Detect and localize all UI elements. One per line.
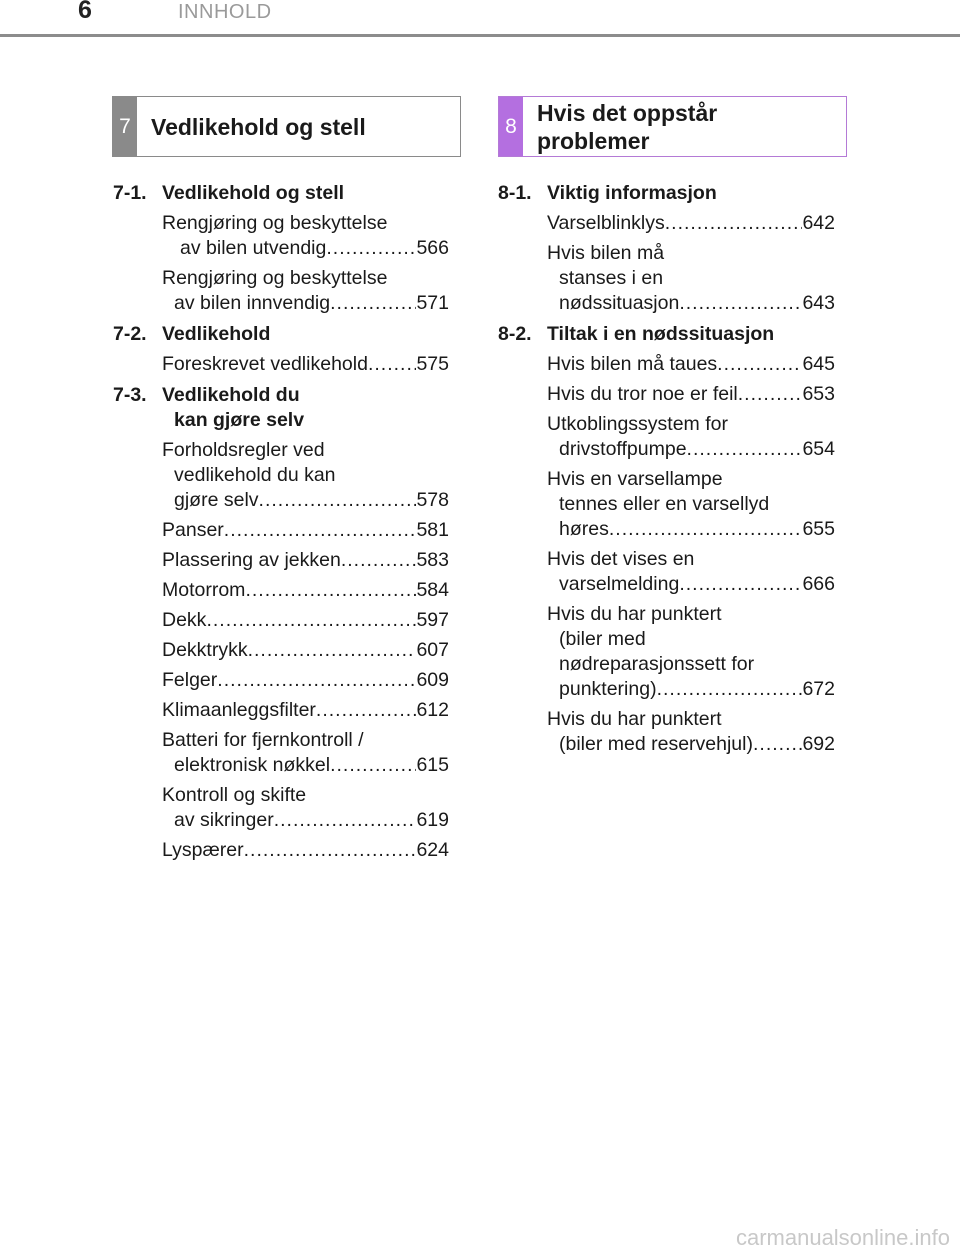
section-title: Vedlikehold og stell	[151, 113, 366, 140]
entry-text: Kontroll og skifte	[162, 784, 307, 806]
toc-entry[interactable]	[547, 547, 835, 597]
leader-dots	[368, 352, 417, 377]
toc-entry[interactable]	[547, 352, 835, 377]
toc-group-heading	[113, 383, 449, 433]
entry-text: vedlikehold du kan	[174, 464, 336, 486]
leader-dots	[717, 352, 802, 377]
entry-text: Hvis du tror noe er feil	[547, 383, 738, 405]
toc-column-right	[498, 181, 835, 757]
entry-text: Varselblinklys	[547, 212, 665, 234]
toc-entry[interactable]	[162, 783, 449, 833]
entry-page-number: 581	[416, 519, 449, 541]
leader-dots	[245, 578, 416, 603]
entry-text: (biler med reservehjul)	[559, 733, 753, 755]
group-title: Viktig informasjon	[547, 182, 717, 204]
entry-page-number: 619	[416, 809, 449, 831]
section-title-line: Hvis det oppstår	[537, 99, 718, 126]
group-title: Tiltak i en nødssituasjon	[547, 323, 775, 345]
entry-page-number: 575	[416, 353, 449, 375]
group-title-line: Vedlikehold du	[162, 384, 300, 406]
leader-dots	[316, 698, 417, 723]
entry-page-number: 642	[802, 212, 835, 234]
group-number: 7-1.	[113, 182, 147, 204]
entry-page-number: 666	[802, 573, 835, 595]
entry-text: Rengjøring og beskyttelse	[162, 267, 388, 289]
toc-entry[interactable]	[547, 467, 835, 542]
entry-text: Felger	[162, 669, 218, 691]
entry-text: tennes eller en varsellyd	[559, 493, 770, 515]
group-title: Vedlikehold og stell	[162, 182, 345, 204]
leader-dots	[330, 753, 416, 778]
entry-text: Forholdsregler ved	[162, 439, 325, 461]
entry-text: Lyspærer	[162, 839, 244, 861]
leader-dots	[224, 518, 417, 543]
toc-entry[interactable]	[162, 838, 449, 863]
entry-page-number: 645	[802, 353, 835, 375]
entry-text: gjøre selv	[174, 489, 259, 511]
toc-entry[interactable]	[162, 211, 449, 261]
toc-entry[interactable]	[162, 668, 449, 693]
toc-entry[interactable]	[547, 382, 835, 407]
toc-entry[interactable]	[547, 241, 835, 316]
toc-column-left	[113, 181, 449, 863]
section-number-tab: 8	[499, 97, 523, 156]
toc-entry[interactable]	[547, 602, 835, 702]
entry-page-number: 566	[416, 237, 449, 259]
toc-group-heading	[498, 181, 835, 206]
leader-dots	[217, 668, 416, 693]
toc-entry[interactable]	[547, 707, 835, 757]
entry-text: Motorrom	[162, 579, 246, 601]
entry-text: Batteri for fjernkontroll /	[162, 729, 364, 751]
entry-text: Rengjøring og beskyttelse	[162, 212, 388, 234]
toc-group-heading	[498, 322, 835, 347]
toc-group-heading	[113, 181, 449, 206]
leader-dots	[679, 291, 802, 316]
section-title-line: problemer	[537, 127, 650, 154]
entry-text: Hvis bilen må taues	[547, 353, 718, 375]
entry-text: av bilen innvendig	[174, 292, 331, 314]
toc-entry[interactable]	[162, 608, 449, 633]
entry-text: Hvis bilen må	[547, 242, 665, 264]
toc-entry[interactable]	[162, 728, 449, 778]
group-title: Vedlikehold	[162, 323, 271, 345]
section-title	[523, 97, 717, 156]
group-number: 8-2.	[498, 323, 532, 345]
entry-text: Foreskrevet vedlikehold	[162, 353, 368, 375]
entry-page-number: 624	[416, 839, 449, 861]
page-number: 6	[78, 0, 92, 24]
leader-dots	[665, 211, 803, 236]
entry-text: Dekktrykk	[162, 639, 248, 661]
entry-page-number: 655	[802, 518, 835, 540]
toc-entry[interactable]	[162, 352, 449, 377]
leader-dots	[326, 236, 416, 261]
entry-page-number: 597	[416, 609, 449, 631]
leader-dots	[206, 608, 416, 633]
group-title	[162, 383, 449, 433]
leader-dots	[753, 732, 802, 757]
group-number: 7-3.	[113, 384, 147, 406]
header-rule	[0, 34, 960, 37]
entry-text: Plassering av jekken	[162, 549, 341, 571]
entry-text: høres	[559, 518, 609, 540]
leader-dots	[244, 838, 417, 863]
toc-entry[interactable]	[162, 438, 449, 513]
watermark: carmanualsonline.info	[735, 1225, 950, 1250]
entry-page-number: 583	[416, 549, 449, 571]
entry-page-number: 692	[802, 733, 835, 755]
section-number-tab: 7	[113, 97, 137, 156]
entry-text: Hvis du har punktert	[547, 603, 722, 625]
page-header-title: INNHOLD	[178, 1, 272, 23]
entry-page-number: 609	[416, 669, 449, 691]
toc-entry[interactable]	[547, 211, 835, 236]
toc-entry[interactable]	[162, 266, 449, 316]
leader-dots	[248, 638, 417, 663]
entry-text: varselmelding	[559, 573, 680, 595]
group-number: 8-1.	[498, 182, 532, 204]
toc-entry[interactable]	[162, 518, 449, 543]
entry-text: elektronisk nøkkel	[174, 754, 331, 776]
entry-page-number: 615	[416, 754, 449, 776]
section-8-header	[498, 96, 847, 157]
entry-text: av bilen utvendig	[180, 237, 327, 259]
leader-dots	[657, 677, 803, 702]
entry-text: nødreparasjonssett for	[559, 653, 755, 675]
leader-dots	[330, 291, 416, 316]
entry-page-number: 607	[416, 639, 449, 661]
toc-entry[interactable]	[162, 638, 449, 663]
entry-text: av sikringer	[174, 809, 274, 831]
leader-dots	[687, 437, 803, 462]
section-7-header	[112, 96, 461, 157]
entry-text: nødssituasjon	[559, 292, 680, 314]
entry-page-number: 571	[416, 292, 449, 314]
toc-entry[interactable]	[547, 412, 835, 462]
toc-group-heading	[113, 322, 449, 347]
leader-dots	[679, 572, 802, 597]
entry-text: Hvis en varsellampe	[547, 468, 723, 490]
leader-dots	[259, 488, 417, 513]
leader-dots	[341, 548, 417, 573]
entry-page-number: 672	[802, 678, 835, 700]
group-title-line: kan gjøre selv	[174, 409, 305, 431]
entry-text: drivstoffpumpe	[559, 438, 687, 460]
entry-text: punktering)	[559, 678, 657, 700]
entry-page-number: 612	[416, 699, 449, 721]
toc-entry[interactable]	[162, 548, 449, 573]
group-number: 7-2.	[113, 323, 147, 345]
entry-page-number: 654	[802, 438, 835, 460]
entry-text: Hvis du har punktert	[547, 708, 722, 730]
entry-page-number: 578	[416, 489, 449, 511]
leader-dots	[738, 382, 803, 407]
leader-dots	[274, 808, 417, 833]
entry-text: Klimaanleggsfilter	[162, 699, 316, 721]
entry-text: Panser	[162, 519, 224, 541]
leader-dots	[609, 517, 803, 542]
toc-entry[interactable]	[162, 698, 449, 723]
entry-text: Dekk	[162, 609, 207, 631]
entry-page-number: 653	[802, 383, 835, 405]
entry-page-number: 584	[416, 579, 449, 601]
entry-page-number: 643	[802, 292, 835, 314]
entry-text: Utkoblingssystem for	[547, 413, 728, 435]
entry-text: Hvis det vises en	[547, 548, 695, 570]
entry-text: stanses i en	[559, 267, 664, 289]
entry-text: (biler med	[559, 628, 646, 650]
toc-entry[interactable]	[162, 578, 449, 603]
